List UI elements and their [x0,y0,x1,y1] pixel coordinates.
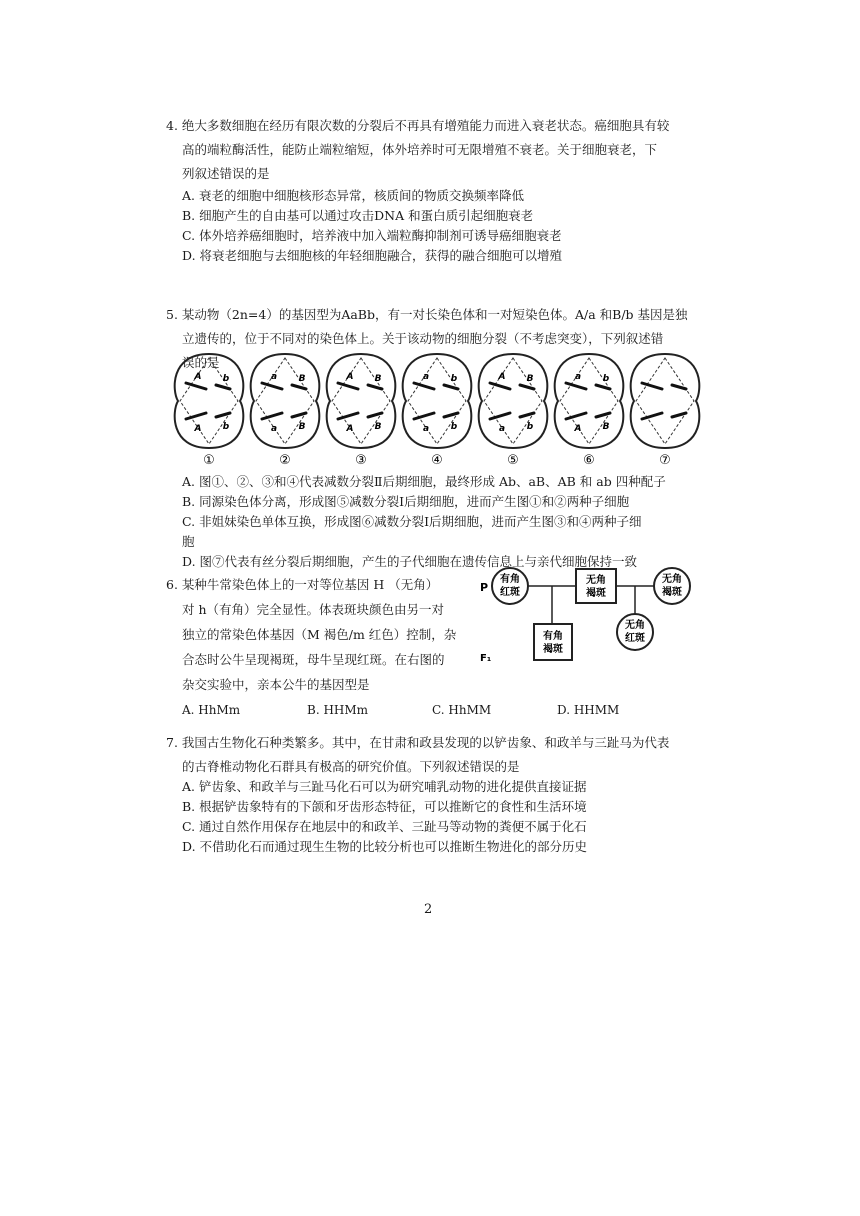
q4-stem-line-3: 列叙述错误的是 [182,166,270,181]
p-female2-horn: 无角 [662,574,682,585]
gene-label: A [574,424,582,434]
cell-5 [479,354,548,468]
q6-stem-line-5: 杂交实验中，亲本公牛的基因型是 [182,677,370,692]
p-female2-spot: 褐斑 [662,587,682,598]
q7-stem-line-2: 的古脊椎动物化石群具有极高的研究价值。下列叙述错误的是 [182,759,520,774]
question-7 [166,731,706,779]
gene-label: b [450,374,458,384]
pedigree-p-label: P [480,581,489,594]
chromosome-long [262,413,282,419]
cell-7 [631,354,700,468]
pedigree-f1-label: F₁ [480,653,492,664]
q5-stem-line-2: 立遗传的，位于不同对的染色体上。关于该动物的细胞分裂（不考虑突变），下列叙述错 [182,331,664,346]
q4-stem-line-2: 高的端粒酶活性，能防止端粒缩短，体外培养时可无限增殖不衰老。关于细胞衰老，下 [182,142,658,157]
gene-label: A [346,424,354,434]
q4-option-a: A. 衰老的细胞中细胞核形态异常，核质间的物质交换频率降低 [182,188,524,203]
cell-6 [555,354,624,468]
chromosome-short [672,385,686,389]
question-4 [166,114,706,266]
q6-stem-line-4: 合态时公牛呈现褐斑，母牛呈现红斑。在右图的 [182,652,445,667]
gene-label: a [422,372,430,382]
q6-options [182,703,702,717]
figure-number-label: ④ [431,453,443,468]
q4-option-b: B. 细胞产生的自由基可以通过攻击DNA 和蛋白质引起细胞衰老 [182,208,534,223]
chromosome-short [520,385,534,389]
gene-label: a [574,372,582,382]
gene-label: B [602,422,610,432]
gene-label: a [422,424,430,434]
gene-label: a [270,372,278,382]
gene-label: A [194,424,202,434]
f1-male-spot: 褐斑 [543,644,563,655]
cell-2 [251,354,320,468]
q6-option-b: B. HHMm [307,703,369,717]
chromosome-long [414,413,434,419]
chromosome-long [490,413,510,419]
cell-4 [403,354,472,468]
q6-stem-line-1: 6. 某种牛常染色体上的一对等位基因 H （无角） [166,577,439,592]
f1-female-horn: 无角 [625,620,645,631]
q7-option-c: C. 通过自然作用保存在地层中的和政羊、三趾马等动物的粪便不属于化石 [182,819,587,834]
gene-label: b [602,374,610,384]
gene-label: B [374,422,382,432]
pedigree-p-male [576,569,616,603]
q7-option-b: B. 根据铲齿象特有的下颌和牙齿形态特征，可以推断它的食性和生活环境 [182,799,587,814]
gene-label: B [298,422,306,432]
cell-membrane [327,354,396,448]
gene-label: a [270,424,278,434]
q6-stem-line-3: 独立的常染色体基因（M 褐色/m 红色）控制，杂 [182,627,457,642]
q4-option-c: C. 体外培养癌细胞时，培养液中加入端粒酶抑制剂可诱导癌细胞衰老 [182,228,562,243]
cell-membrane [403,354,472,448]
pedigree-f1-female [617,614,653,650]
pedigree-p-female [492,568,528,604]
figure-number-label: ⑤ [507,453,519,468]
q5-option-a: A. 图①、②、③和④代表减数分裂Ⅱ后期细胞，最终形成 Ab、aB、AB 和 ab 四种配子 [182,474,666,489]
chromosome-short [596,385,610,389]
q5-option-b: B. 同源染色体分离，形成图⑤减数分裂Ⅰ后期细胞，进而产生图①和②两种子细胞 [182,494,630,509]
q5-stem-line-1: 5. 某动物（2n=4）的基因型为AaBb，有一对长染色体和一对短染色体。A/a 和B/b 基因是独 [166,307,688,322]
figure-number-label: ③ [355,453,367,468]
spindle [636,358,694,444]
f1-female-spot: 红斑 [625,633,645,644]
p-female-spot: 红斑 [500,587,520,598]
gene-label: b [526,422,534,432]
q5-option-d: D. 图⑦代表有丝分裂后期细胞，产生的子代细胞在遗传信息上与亲代细胞保持一致 [182,554,638,569]
chromosome-long [566,413,586,419]
q7-stem-line-1: 7. 我国古生物化石种类繁多。其中，在甘肃和政县发现的以铲齿象、和政羊与三趾马为代表 [166,735,670,750]
cell-3 [327,354,396,468]
q6-option-d: D. HHMM [557,703,620,717]
q5-option-c-line-2: 胞 [182,534,195,549]
pedigree-p-female-2 [654,568,690,604]
q7-options [182,777,712,857]
figure-number-label: ⑥ [583,453,595,468]
p-male-spot: 褐斑 [586,588,606,599]
figure-number-label: ⑦ [659,453,671,468]
gene-label: B [298,374,306,384]
q5-options [182,472,712,572]
cell-membrane [251,354,320,448]
cell-membrane [555,354,624,448]
p-male-horn: 无角 [586,575,606,586]
spindle [180,358,238,444]
q5-option-c-line-1: C. 非姐妹染色单体互换，形成图⑥减数分裂Ⅰ后期细胞，进而产生图③和④两种子细 [182,514,642,529]
chromosome-short [368,385,382,389]
gene-label: b [450,422,458,432]
cell-1 [175,354,244,468]
q7-option-a: A. 铲齿象、和政羊与三趾马化石可以为研究哺乳动物的进化提供直接证据 [182,779,587,794]
chromosome-short [444,385,458,389]
chromosome-short [216,385,230,389]
gene-label: A [194,372,202,382]
cell-membrane [175,354,244,448]
chromosome-long [338,413,358,419]
q5-stem-line-3: 误的是 [182,355,220,370]
chromosome-long [642,413,662,419]
spindle [484,358,542,444]
gene-label: A [346,372,354,382]
gene-label: B [374,374,382,384]
figure-number-label: ① [203,453,215,468]
cell-division-figure [172,352,712,472]
cell-membrane [631,354,700,448]
chromosome-long [186,413,206,419]
f1-male-horn: 有角 [543,631,563,642]
spindle [408,358,466,444]
q6-stem-line-2: 对 h（有角）完全显性。体表斑块颜色由另一对 [182,602,445,617]
chromosome-short [292,385,306,389]
gene-label: b [222,422,230,432]
gene-label: A [498,372,506,382]
gene-label: B [526,374,534,384]
q4-stem-line-1: 4. 绝大多数细胞在经历有限次数的分裂后不再具有增殖能力而进入衰老状态。癌细胞具有较 [166,118,670,133]
cell-membrane [479,354,548,448]
page-number: 2 [424,902,433,917]
figure-number-label: ② [279,453,291,468]
pedigree-figure [478,566,718,686]
gene-label: a [498,424,506,434]
q4-option-d: D. 将衰老细胞与去细胞核的年轻细胞融合，获得的融合细胞可以增殖 [182,248,563,263]
p-female-horn: 有角 [500,574,520,585]
q7-option-d: D. 不借助化石而通过现生生物的比较分析也可以推断生物进化的部分历史 [182,839,588,854]
pedigree-f1-male [534,624,572,660]
q6-option-c: C. HhMM [432,703,492,717]
question-6 [166,572,466,697]
gene-label: b [222,374,230,384]
q6-option-a: A. HhMm [182,703,241,717]
